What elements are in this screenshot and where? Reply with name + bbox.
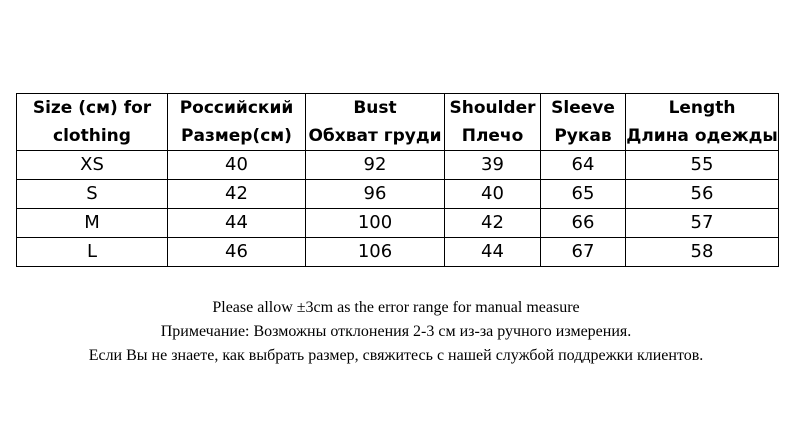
header-sleeve-line1: Sleeve: [551, 98, 615, 118]
cell-length: 55: [626, 151, 779, 180]
cell-russian-size: 42: [168, 180, 306, 209]
cell-russian-size: 44: [168, 209, 306, 238]
header-size: [17, 94, 168, 151]
table-row: [17, 238, 779, 267]
note-deviation-russian: Примечание: Возможны отклонения 2-3 см из-за ручного измерения.: [160, 323, 632, 340]
measurement-notes: [0, 296, 792, 368]
cell-size: M: [17, 209, 168, 238]
cell-shoulder: 44: [445, 238, 541, 267]
header-shoulder-line1: Shoulder: [449, 98, 536, 118]
header-russian-size-line2: Размер(см): [181, 126, 292, 146]
cell-length: 56: [626, 180, 779, 209]
table-row: [17, 180, 779, 209]
cell-length: 57: [626, 209, 779, 238]
cell-shoulder: 40: [445, 180, 541, 209]
header-bust: [306, 94, 445, 151]
cell-shoulder: 42: [445, 209, 541, 238]
cell-sleeve: 64: [541, 151, 626, 180]
note-contact-support: Если Вы не знаете, как выбрать размер, свяжитесь с нашей службой поддрежки клиентов.: [88, 347, 704, 364]
cell-sleeve: 65: [541, 180, 626, 209]
cell-bust: 96: [306, 180, 445, 209]
header-russian-size-line1: Российский: [179, 98, 294, 118]
header-shoulder: [445, 94, 541, 151]
header-length-line2: Длина одежды: [626, 126, 778, 146]
header-size-line1: Size (см) for: [32, 98, 152, 118]
size-chart-table: [16, 93, 779, 267]
cell-sleeve: 67: [541, 238, 626, 267]
cell-shoulder: 39: [445, 151, 541, 180]
cell-bust: 100: [306, 209, 445, 238]
cell-size: L: [17, 238, 168, 267]
header-bust-line1: Bust: [353, 98, 397, 118]
cell-sleeve: 66: [541, 209, 626, 238]
header-row: [17, 94, 779, 151]
cell-bust: 106: [306, 238, 445, 267]
header-shoulder-line2: Плечо: [461, 126, 524, 146]
header-russian-size: [168, 94, 306, 151]
cell-length: 58: [626, 238, 779, 267]
cell-bust: 92: [306, 151, 445, 180]
note-error-range: Please allow ±3cm as the error range for manual measure: [212, 299, 580, 316]
header-length-line1: Length: [668, 98, 736, 118]
header-length: [626, 94, 779, 151]
table-row: [17, 151, 779, 180]
header-size-line2: clothing: [53, 126, 131, 146]
table-row: [17, 209, 779, 238]
cell-russian-size: 46: [168, 238, 306, 267]
cell-size: S: [17, 180, 168, 209]
cell-russian-size: 40: [168, 151, 306, 180]
header-sleeve: [541, 94, 626, 151]
header-bust-line2: Обхват груди: [308, 126, 442, 146]
cell-size: XS: [17, 151, 168, 180]
header-sleeve-line2: Рукав: [554, 126, 612, 146]
